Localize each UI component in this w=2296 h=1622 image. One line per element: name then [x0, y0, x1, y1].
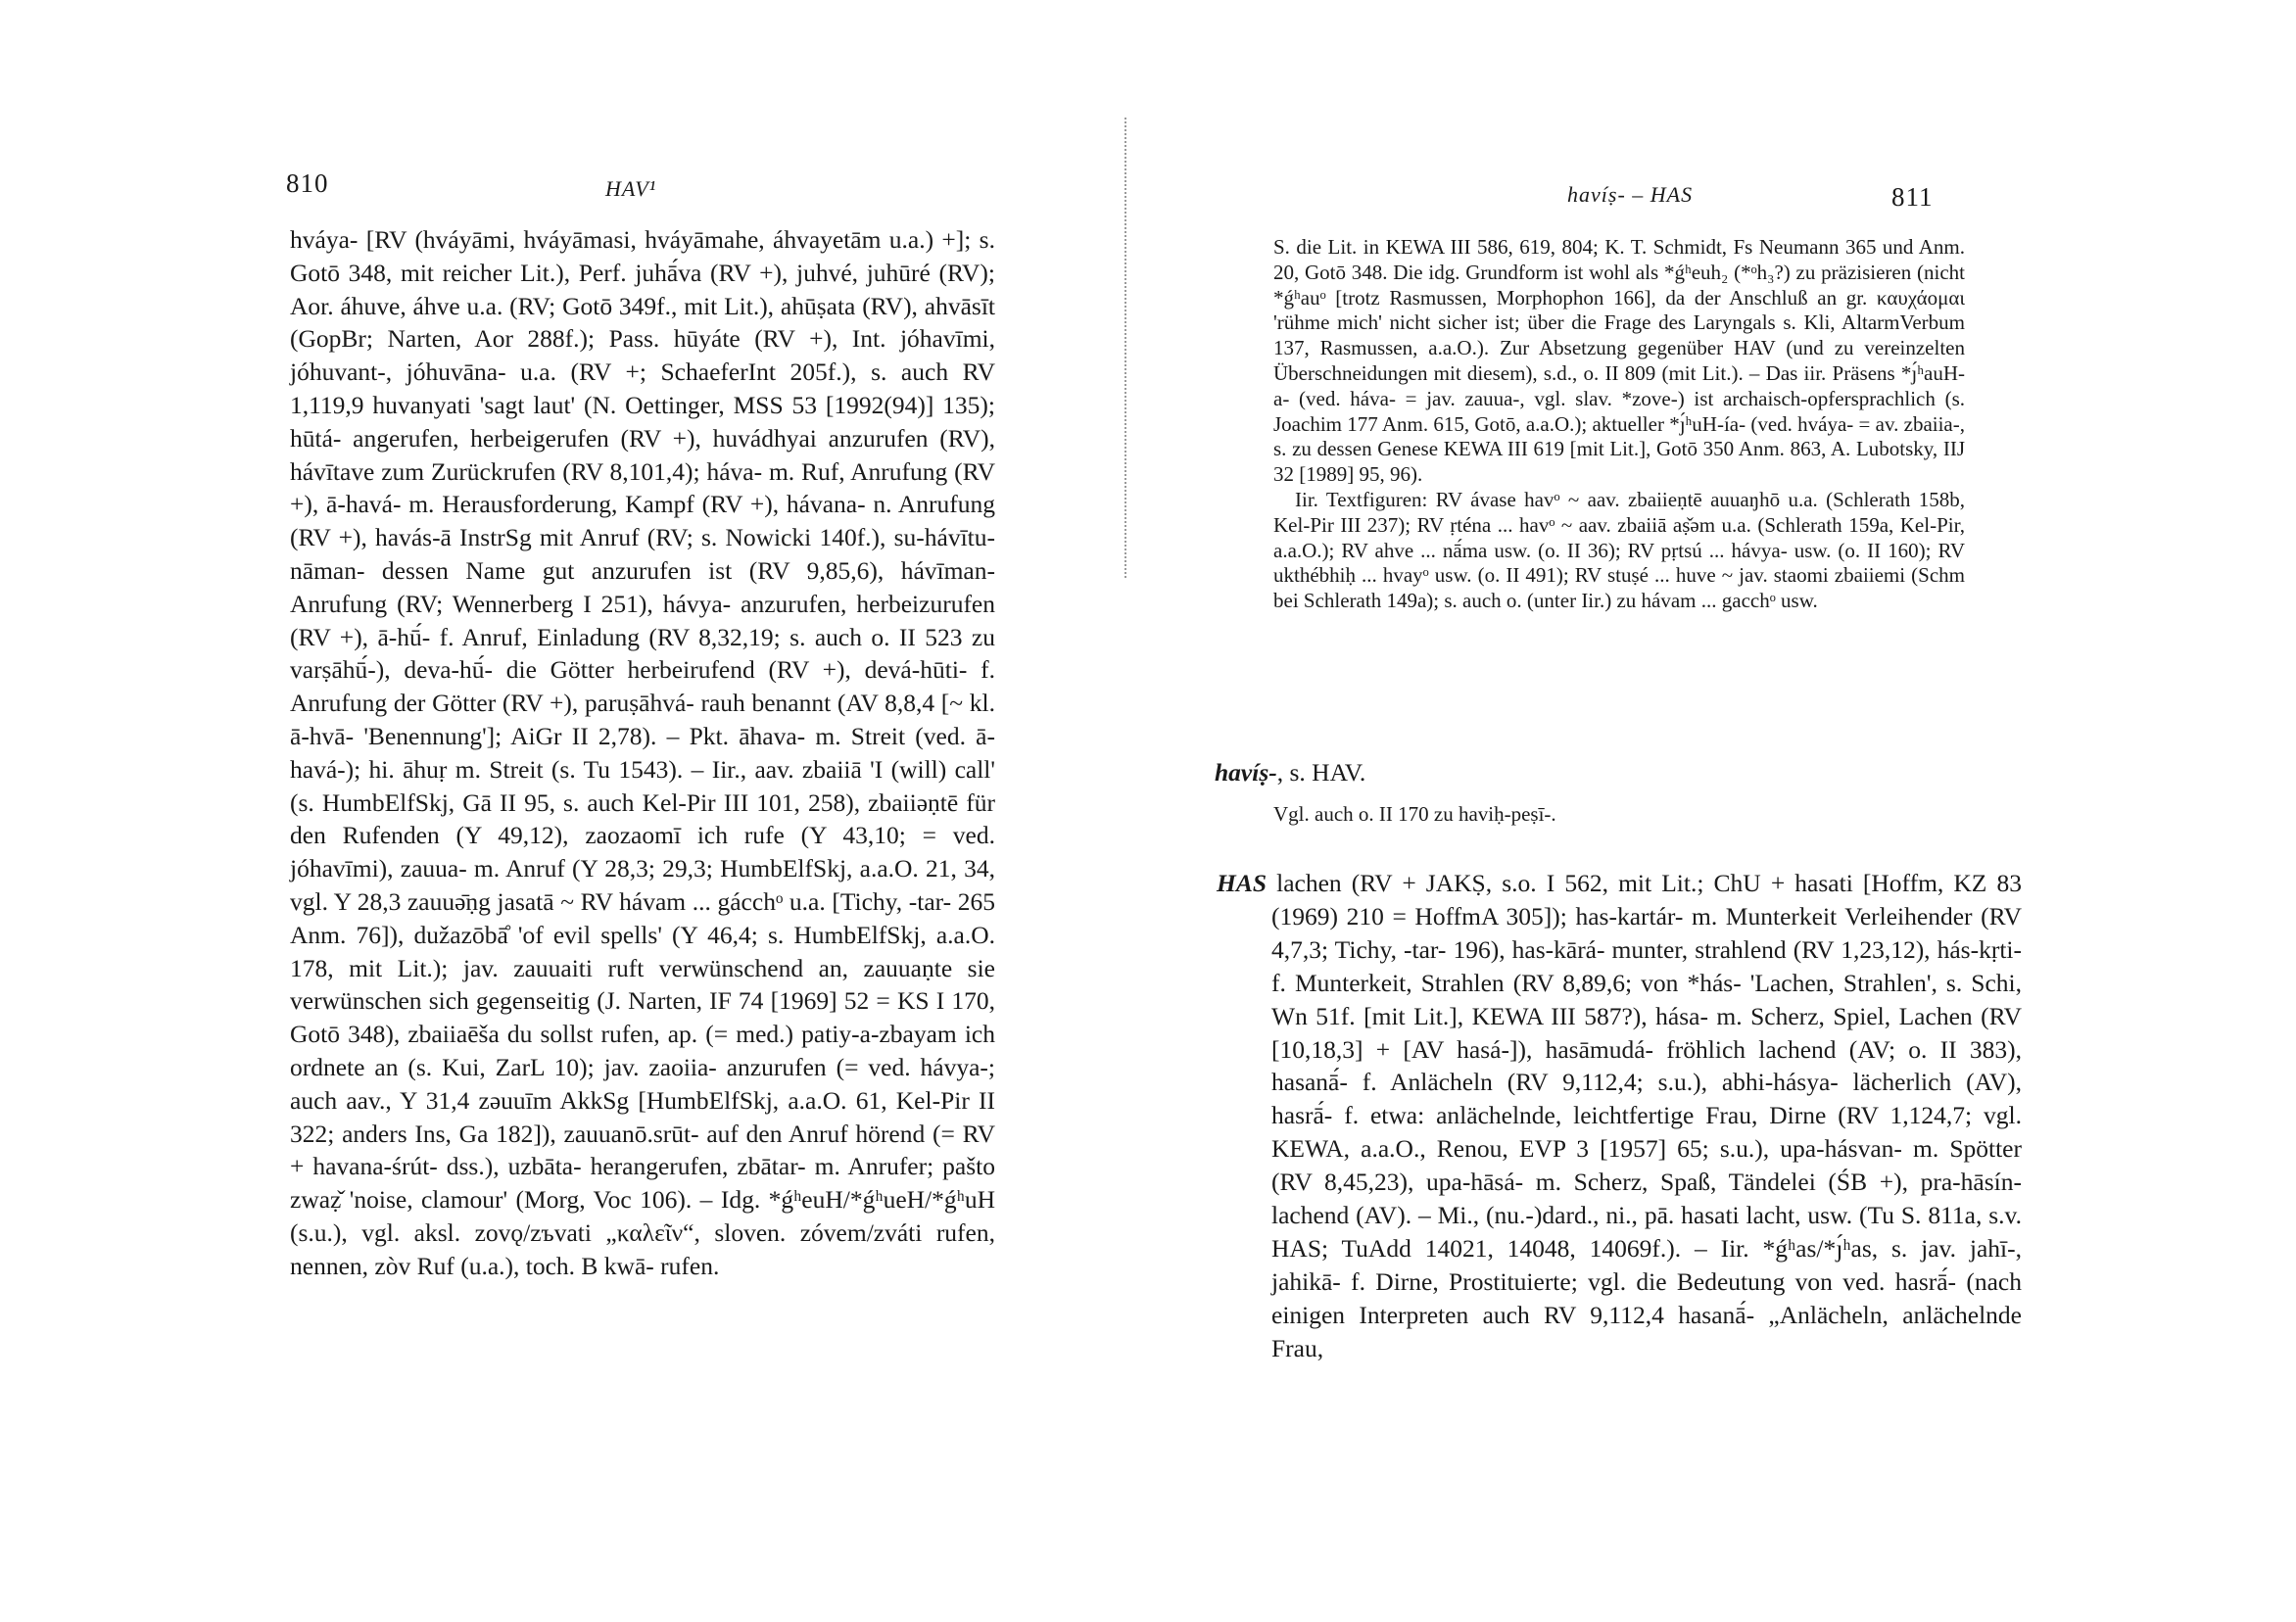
left-page [0, 0, 1136, 1622]
right-page [1136, 0, 2296, 1622]
left-page-number: 810 [286, 168, 329, 198]
havis-note [1273, 801, 1965, 827]
havis-entry [1215, 756, 1969, 788]
notes-paragraph-2: Iir. Textfiguren: RV ávase havᵒ ~ aav. zbaiieṇtē auuaŋhō u.a. (Schlerath 158b, Kel-Pir III 237); RV ṛténa ... havᵒ ~ aav. zbaiiā aṣ̌əm u.a. (Schlerath 159a, Kel-Pir, a.a.O.); RV ahve ... nā́ma usw. (o. II 36); RV pṛtsú ... hávya- usw. (o. II 160); RV ukthébhiḥ ... hvayᵒ usw. (o. II 491); RV stuṣé ... huve ~ jav. staomi zbaiiemi (Schm bei Schlerath 149a); s. auch o. (unter Iir.) zu hávam ... gacchᵒ usw. [1273, 487, 1965, 613]
left-running-head: HAV¹ [605, 176, 657, 201]
has-lemma: HAS [1217, 869, 1268, 897]
page-gutter [1124, 118, 1127, 578]
havis-lemma: havíṣ- [1215, 758, 1277, 787]
havis-note-text: Vgl. auch o. II 170 zu haviḥ-peṣī-. [1273, 802, 1556, 826]
has-body: lachen (RV + JAKṢ, s.o. I 562, mit Lit.; ChU + hasati [Hoffm, KZ 83 (1969) 210 = HoffmA 305]); has-kartár- m. Munterkeit Verleihender (RV 4,7,3; Tichy, -tar- 196), has-kārá- munter, strahlend (RV 1,23,12), hás-kṛti- f. Munterkeit, Strahlen (RV 8,89,6; von *hás- 'Lachen, Strahlen', s. Schi, Wn 51f. [mit Lit.], KEWA III 587?), hása- m. Scherz, Spiel, Lachen (RV [10,18,3] + [AV hasá-]), hasāmudá- fröhlich lachend (AV; o. II 383), hasanā́- f. Anlächeln (RV 9,112,4; s.u.), abhi-hásya- lächerlich (AV), hasrā́- f. etwa: anlächelnde, leichtfertige Frau, Dirne (RV 1,124,7; vgl. KEWA, a.a.O., Renou, EVP 3 [1957] 65; s.u.), upa-hásvan- m. Spötter (RV 8,45,23), upa-hāsá- m. Scherz, Spaß, Tändelei (ŚB +), pra-hāsín- lachend (AV). – Mi., (nu.-)dard., ni., pā. hasati lacht, usw. (Tu S. 811a, s.v. HAS; TuAdd 14021, 14048, 14069f.). – Iir. *ǵʰas/*ȷ́ʰas, s. jav. jahī-, jahikā- f. Dirne, Prostituierte; vgl. die Bedeutung von ved. hasrā́- (nach einigen Interpreten auch RV 9,112,4 hasanā́- „Anlächeln, anlächelnde Frau, [1267, 869, 2022, 1362]
left-body-paragraph: hváya- [RV (hváyāmi, hváyāmasi, hváyāmahe, áhvayetām u.a.) +]; s. Gotō 348, mit reicher Lit.), Perf. juhā́va (RV +), juhvé, juhūré (RV); Aor. áhuve, áhve u.a. (RV; Gotō 349f., mit Lit.), ahūṣata (RV), ahvāsīt (GopBr; Narten, Aor 288f.); Pass. hūyáte (RV +), Int. jóhavīmi, jóhuvant-, jóhuvāna- u.a. (RV +; SchaeferInt 205f.), s. auch RV 1,119,9 huvanyati 'sagt laut' (N. Oettinger, MSS 53 [1992(94)] 135); hūtá- angerufen, herbeigerufen (RV +), huvádhyai anzurufen (RV), hávītave zum Zurückrufen (RV 8,101,4); háva- m. Ruf, Anrufung (RV +), ā-havá- m. Herausforderung, Kampf (RV +), hávana- n. Anrufung (RV +), havás-ā InstrSg mit Anruf (RV; s. Nowicki 140f.), su-hávītu-nāman- dessen Name gut anzurufen ist (RV 9,85,6), hávīman- Anrufung (RV; Wennerberg I 251), hávya- anzurufen, herbeizurufen (RV +), ā-hū́- f. Anruf, Einladung (RV 8,32,19; s. auch o. II 523 zu varṣāhū́-), deva-hū́- die Götter herbeirufend (RV +), devá-hūti- f. Anrufung der Götter (RV +), paruṣāhvá- rauh benannt (AV 8,8,4 [~ kl. ā-hvā- 'Benennung']; AiGr II 2,78). – Pkt. āhava- m. Streit (ved. ā-havá-); hi. āhuṛ m. Streit (s. Tu 1543). – Iir., aav. zbaiiā 'I (will) call' (s. HumbElfSkj, Gā II 95, s. auch Kel-Pir III 101, 258), zbaiiəṇtē für den Rufenden (Y 49,12), zaozaomī ich rufe (Y 43,10; = ved. jóhavīmi), zauua- m. Anruf (Y 28,3; 29,3; HumbElfSkj, a.a.O. 21, 34, vgl. Y 28,3 zauuə̄ṇg jasatā ~ RV hávam ... gácchᵒ u.a. [Tichy, -tar- 265 Anm. 76]), dužazōbā̊ 'of evil spells' (Y 46,4; s. HumbElfSkj, a.a.O. 178, mit Lit.); jav. zauuaiti ruft verwünschend an, zauuaṇte sie verwünschen sich gegenseitig (J. Narten, IF 74 [1969] 52 = KS I 170, Gotō 348), zbaiiaēša du sollst rufen, ap. (= med.) patiy-a-zbayam ich ordnete an (s. Kui, ZarL 10); jav. zaoiia- anzurufen (= ved. hávya-; auch aav., Y 31,4 zəuuīm AkkSg [HumbElfSkj, a.a.O. 61, Kel-Pir II 322; anders Ins, Ga 182]), zauuanō.srūt- auf den Anruf hörend (= RV + havana-śrút- dss.), uzbāta- herangerufen, zbātar- m. Anrufer; pašto zwaẓ̌ 'noise, clamour' (Morg, Voc 106). – Idg. *ǵʰeuH/*ǵʰueH/*ǵʰuH (s.u.), vgl. aksl. zovǫ/zъvati „καλεῖν“, sloven. zóvem/zváti rufen, nennen, zòv Ruf (u.a.), toch. B kwā- rufen. [290, 225, 995, 1280]
hav-notes [1273, 235, 1965, 614]
right-running-head: havíṣ- – HAS [1567, 182, 1694, 207]
right-page-number: 811 [1891, 182, 1934, 212]
left-entry-text [290, 223, 995, 1283]
havis-crossref: , s. HAV. [1276, 758, 1366, 787]
has-entry [1217, 867, 2022, 1365]
notes-paragraph-1: S. die Lit. in KEWA III 586, 619, 804; K. T. Schmidt, Fs Neumann 365 und Anm. 20, Gotō 348. Die idg. Grundform ist wohl als *ǵʰeuh₂ (*ᵒh₃?) zu präzisieren (nicht *ǵʰauᵒ [trotz Rasmussen, Morphophon 166], da der Anschluß an gr. καυχάομαι 'rühme mich' nicht sicher ist; über die Frage des Laryngals s. Kli, AltarmVerbum 137, Rasmussen, a.a.O.). Zur Absetzung gegenüber HAV (und zu vereinzelten Überschneidungen mit diesem), s.d., o. II 809 (mit Lit.). – Das iir. Präsens *ȷ́ʰauH-a- (ved. háva- = jav. zauua-, vgl. slav. *zove-) ist archaisch-opfersprachlich (s. Joachim 177 Anm. 615, Gotō, a.a.O.); aktueller *ȷ́ʰuH-ía- (ved. hváya- = av. zbaiia-, s. zu dessen Genese KEWA III 619 [mit Lit.], Gotō 350 Anm. 863, A. Lubotsky, IIJ 32 [1989] 95, 96). [1273, 235, 1965, 487]
